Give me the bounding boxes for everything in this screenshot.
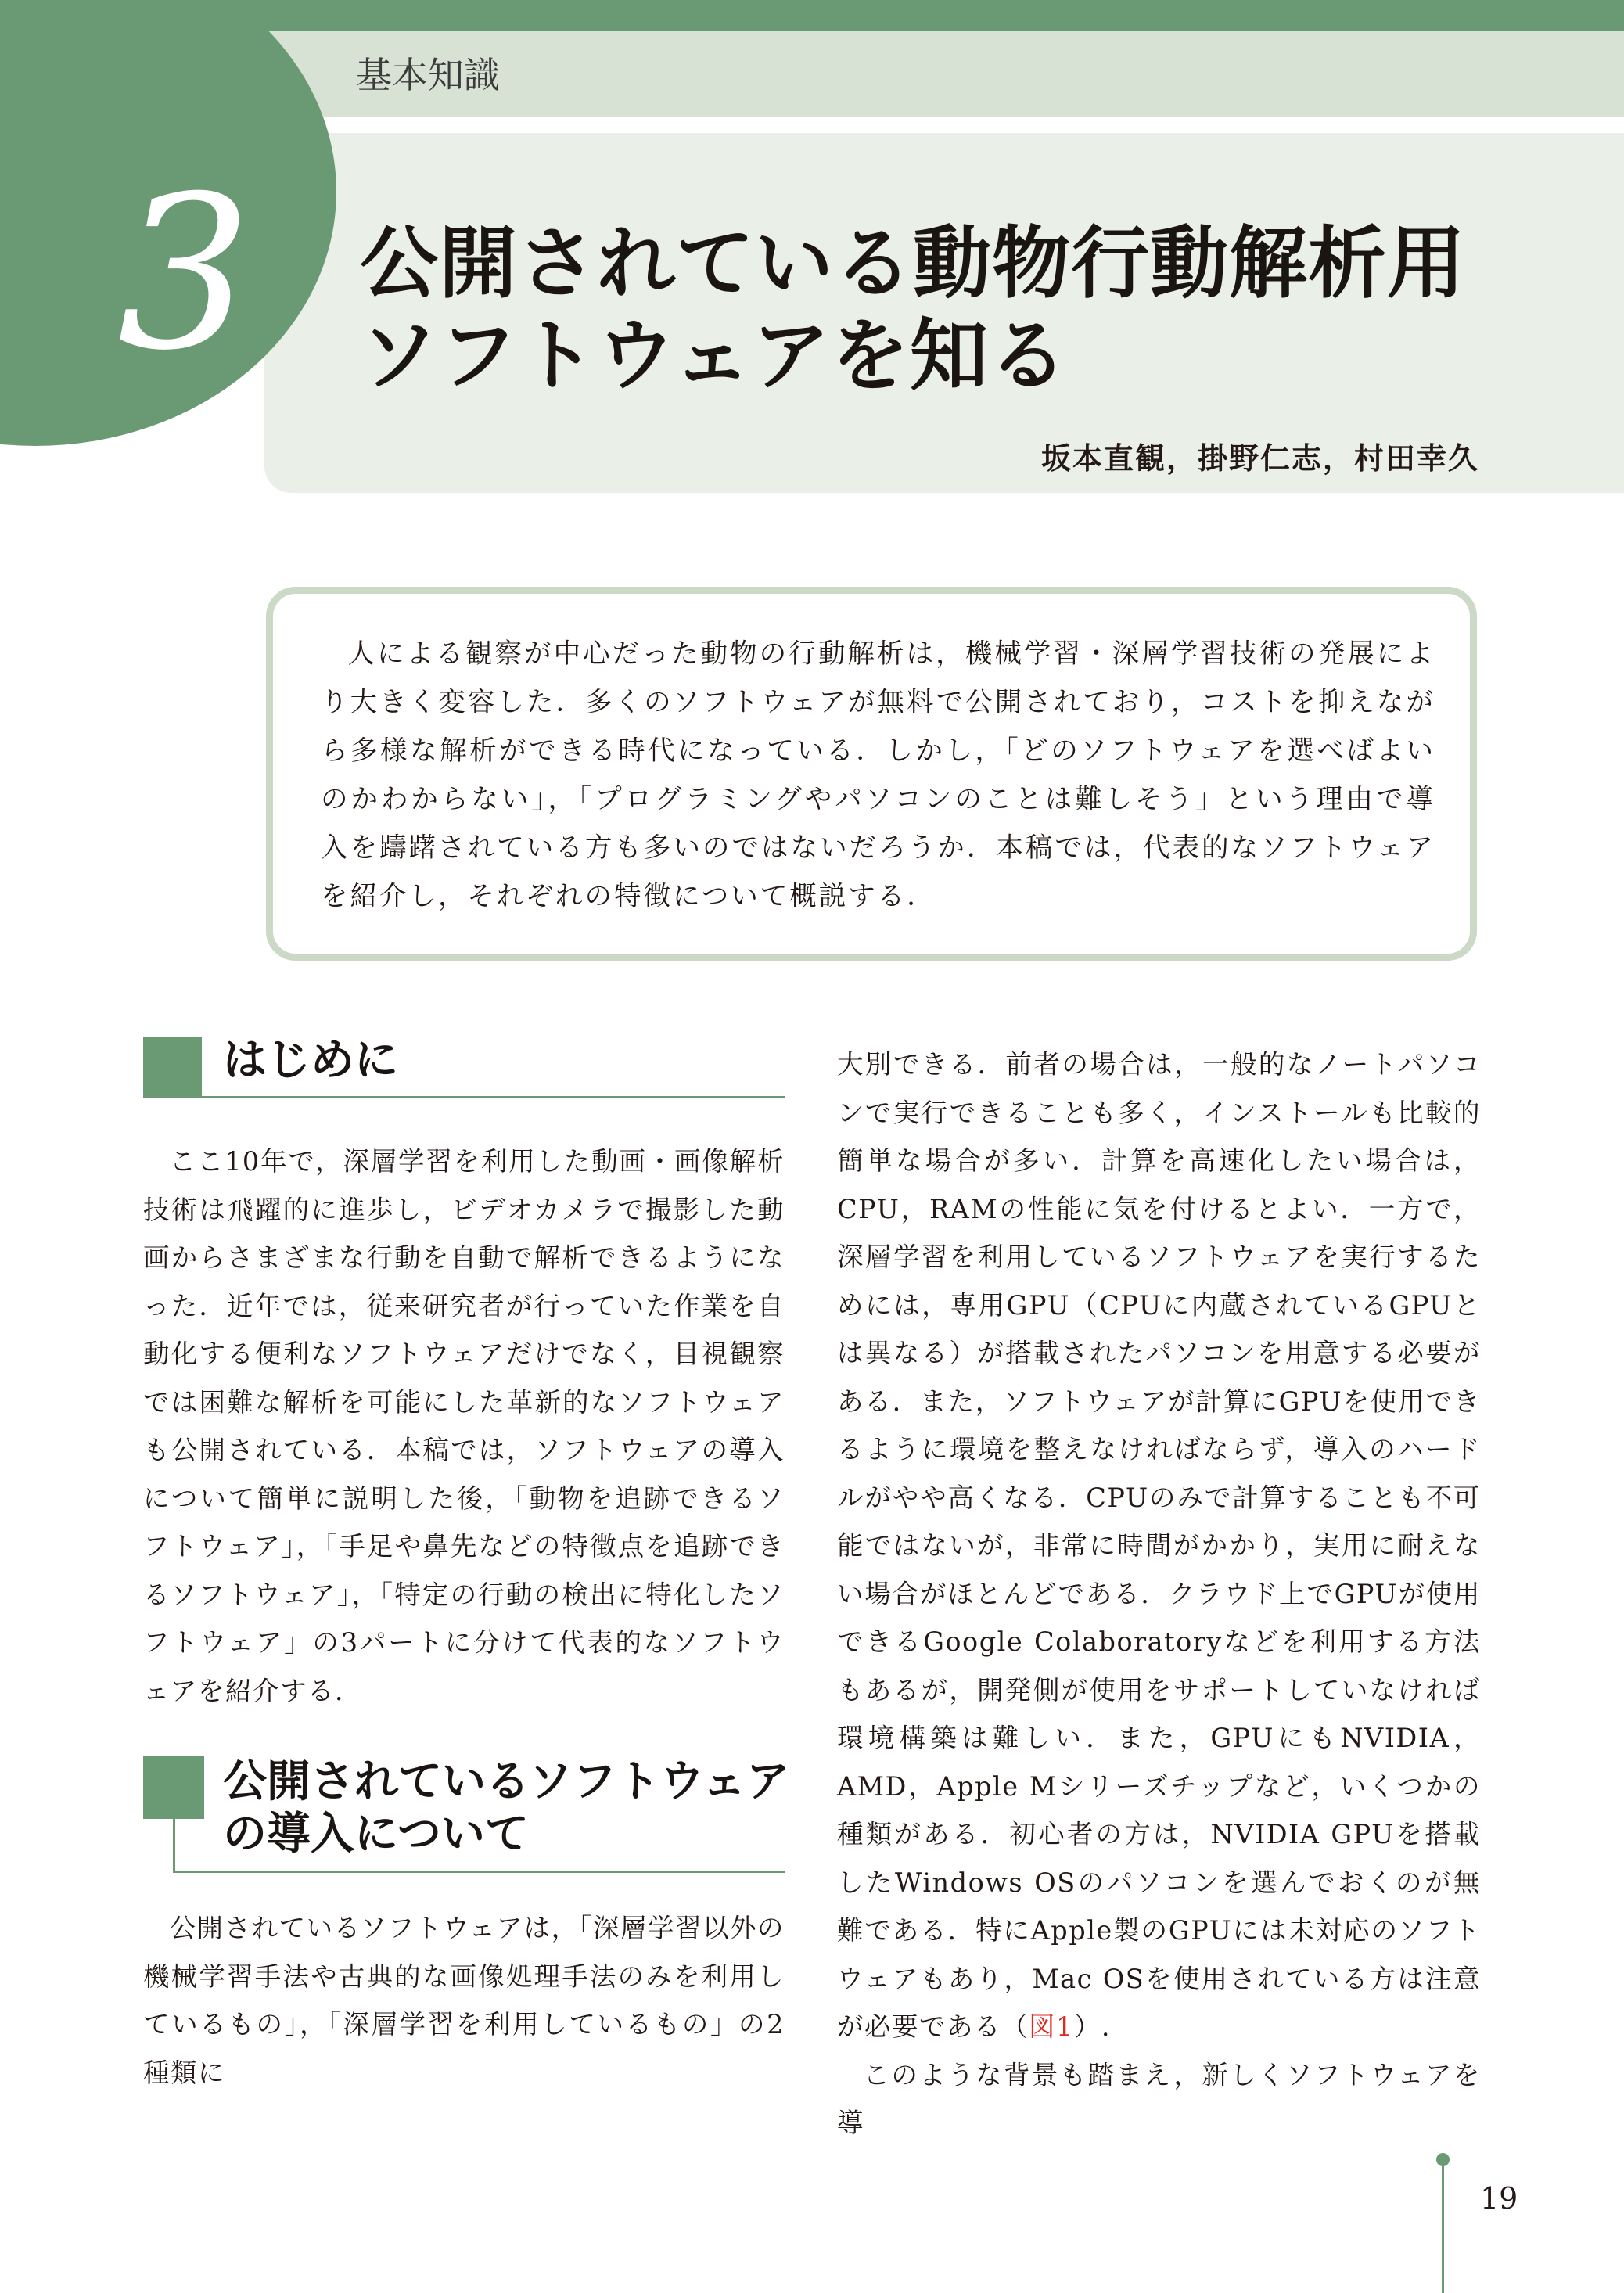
page-number: 19 [1480,2181,1518,2216]
software-intro-body [143,1904,785,2097]
right-column-body [837,1040,1481,2147]
page-number-rule [1442,2159,1444,2293]
introduction-paragraph: ここ10年で，深層学習を利用した動画・画像解析技術は飛躍的に進歩し，ビデオカメラで撮影した動画からさまざまな行動を自動で解析できるようになった．近年では，従来研究者が行っていた作業を自動化する便利なソフトウェアだけでなく，目視観察では困難な解析を可能にした革新的なソフトウェアも公開されている．本稿では，ソフトウェアの導入について簡単に説明した後，「動物を追跡できるソフトウェア」，「手足や鼻先などの特徴点を追跡できるソフトウェア」，「特定の行動の検出に特化したソフトウェア」の3パートに分けて代表的なソフトウェアを紹介する． [143,1146,785,1706]
right-column-paragraph-1-end: ）. [1073,2011,1111,2042]
software-intro-paragraph: 公開されているソフトウェアは，「深層学習以外の機械学習手法や古典的な画像処理手法のみを利用しているもの」，「深層学習を利用しているもの」の2種類に [143,1913,785,2088]
section-heading-marker [143,1037,202,1098]
section-heading-software-intro-line-1: 公開されているソフトウェア [223,1756,790,1807]
right-column-paragraph-1-text: 大別できる．前者の場合は，一般的なノートパソコンで実行できることも多く，インストールも比較的簡単な場合が多い．計算を高速化したい場合は，CPU，RAMの性能に気を付けるとよい．一方で，深層学習を利用しているソフトウェアを実行するためには，専用GPU（CPUに内蔵されているGPUとは異なる）が搭載されたパソコンを用意する必要がある．また，ソフトウェアが計算にGPUを使用できるように環境を整えなければならず，導入のハードルがやや高くなる．CPUのみで計算することも不可能ではないが，非常に時間がかかり，実用に耐えない場合がほとんどである．クラウド上でGPUが使用できるGoogle Colaboratoryなどを利用する方法もあるが，開発側が使用をサポートしていなければ環境構築は難しい．また，GPUにもNVIDIA，AMD，Apple Mシリーズチップなど，いくつかの種類がある．初心者の方は，NVIDIA GPUを搭載したWindows OSのパソコンを選んでおくのが無難である．特にApple製のGPUには未対応のソフトウェアもあり，Mac OSを使用されている方は注意が必要である（ [837,1049,1481,2042]
authors: 坂本直観，掛野仁志，村田幸久 [1040,440,1479,476]
figure-1-link[interactable]: 図1 [1029,2011,1074,2042]
chapter-title-line-1: 公開されている動物行動解析用 [360,217,1466,309]
chapter-title-line-2: ソフトウェアを知る [360,310,1068,401]
chapter-number: 3 [117,150,252,397]
section-heading-rule [143,1096,785,1098]
section-heading-introduction: はじめに [223,1035,398,1086]
right-column-paragraph-1 [837,1040,1481,2051]
section-heading-software-intro-line-2: の導入について [223,1809,529,1860]
introduction-body [143,1138,785,1715]
section-heading-bracket [173,1819,175,1872]
section-label: 基本知識 [356,54,500,96]
right-column-paragraph-2: このような背景も踏まえ，新しくソフトウェアを導 [837,2059,1481,2138]
abstract-text: 人による観察が中心だった動物の行動解析は，機械学習・深層学習技術の発展により大きく変容した．多くのソフトウェアが無料で公開されており，コストを抑えながら多様な解析ができる時代になっている．しかし，「どのソフトウェアを選べばよいのかわからない」，「プログラミングやパソコンのことは難しそう」という理由で導入を躊躇されている方も多いのではないだろうか．本稿では，代表的なソフトウェアを紹介し，それぞれの特徴について概説する． [321,638,1435,912]
section-heading-rule [173,1871,785,1873]
section-heading-marker [143,1756,204,1819]
